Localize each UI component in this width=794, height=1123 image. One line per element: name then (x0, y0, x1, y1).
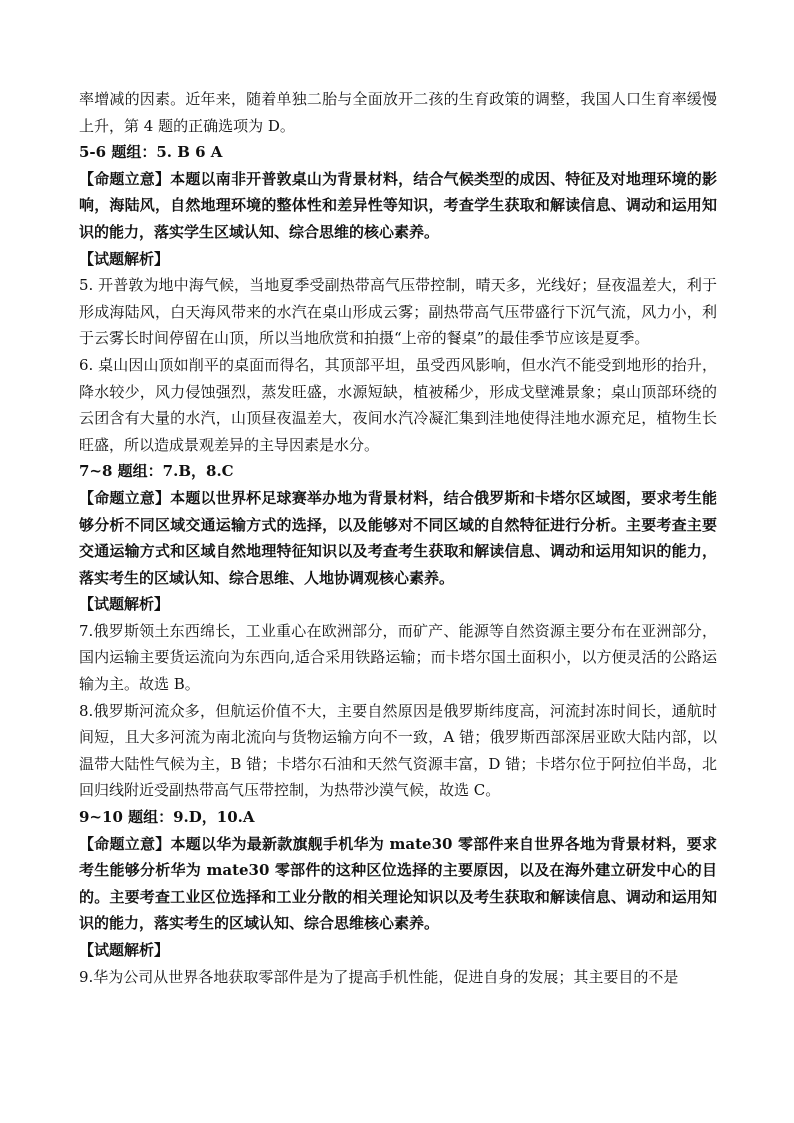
intent-paragraph-9-10 (79, 831, 717, 937)
answer-explanation-9: 9.华为公司从世界各地获取零部件是为了提高手机性能，促进自身的发展；其主要目的不是 (79, 967, 679, 986)
intent-label: 【命题立意】 (79, 488, 171, 507)
group-heading-5-6: 5-6 题组：5. B 6 A (79, 143, 223, 162)
intent-paragraph-7-8 (79, 485, 717, 591)
analysis-label: 【试题解析】 (79, 249, 170, 268)
paragraph-continuation: 率增减的因素。近年来，随着单独二胎与全面放开二孩的生育政策的调整，我国人口生育率缓慢上升，第 4 题的正确选项为 D。 (79, 90, 717, 135)
answer-explanation-6: 6. 桌山因山顶如削平的桌面而得名，其顶部平坦，虽受西风影响，但水汽不能受到地形的抬升，降水较少，风力侵蚀强烈，蒸发旺盛，水源短缺，植被稀少，形成戈壁滩景象；桌山顶部环绕的云团含有大量的水汽，山顶昼夜温差大，夜间水汽冷凝汇集到洼地使得洼地水源充足，植物生长旺盛，所以造成景观差异的主导因素是水分。 (79, 355, 717, 454)
intent-text: 本题以世界杯足球赛举办地为背景材料，结合俄罗斯和卡塔尔区域图，要求考生能够分析不同区域交通运输方式的选择，以及能够对不同区域的自然特征进行分析。主要考查主要交通运输方式和区域自然地理特征知识以及考查考生获取和解读信息、调动和运用知识的能力，落实考生的区域认知、综合思维、人地协调观核心素养。 (79, 488, 717, 587)
intent-text: 本题以南非开普敦桌山为背景材料，结合气候类型的成因、特征及对地理环境的影响，海陆风，自然地理环境的整体性和差异性等知识，考查学生获取和解读信息、调动和运用知识的能力，落实学生区域认知、综合思维的核心素养。 (79, 169, 717, 241)
intent-label: 【命题立意】 (79, 834, 171, 853)
document-page (79, 86, 717, 990)
intent-label: 【命题立意】 (79, 169, 171, 188)
answer-explanation-8: 8.俄罗斯河流众多，但航运价值不大，主要自然原因是俄罗斯纬度高，河流封冻时间长，通航时间短，且大多河流为南北流向与货物运输方向不一致，A 错；俄罗斯西部深居亚欧大陆内部，以温带大陆性气候为主，B 错；卡塔尔石油和天然气资源丰富，D 错；卡塔尔位于阿拉伯半岛，北回归线附近受副热带高气压带控制，为热带沙漠气候，故选 C。 (79, 701, 717, 800)
intent-text: 本题以华为最新款旗舰手机华为 mate30 零部件来自世界各地为背景材料，要求考生能够分析华为 mate30 零部件的这种区位选择的主要原因，以及在海外建立研发中心的目的。主要考查工业区位选择和工业分散的相关理论知识以及考生获取和解读信息、调动和运用知识的能力，落实考生的区域认知、综合思维核心素养。 (79, 834, 717, 933)
answer-explanation-7: 7.俄罗斯领土东西绵长，工业重心在欧洲部分，而矿产、能源等自然资源主要分布在亚洲部分，国内运输主要货运流向为东西向,适合采用铁路运输；而卡塔尔国土面积小，以方便灵活的公路运输为主。故选 B。 (79, 621, 717, 694)
group-heading-7-8: 7~8 题组：7.B，8.C (79, 462, 234, 481)
intent-paragraph-5-6 (79, 166, 717, 246)
analysis-label: 【试题解析】 (79, 595, 170, 614)
analysis-label: 【试题解析】 (79, 941, 170, 959)
answer-explanation-5: 5. 开普敦为地中海气候，当地夏季受副热带高气压带控制，晴天多，光线好；昼夜温差大，利于形成海陆风，白天海风带来的水汽在桌山形成云雾；副热带高气压带盛行下沉气流，风力小，利于云雾长时间停留在山顶，所以当地欣赏和拍摄“上帝的餐桌”的最佳季节应该是夏季。 (79, 276, 717, 348)
group-heading-9-10: 9~10 题组：9.D，10.A (79, 808, 255, 827)
